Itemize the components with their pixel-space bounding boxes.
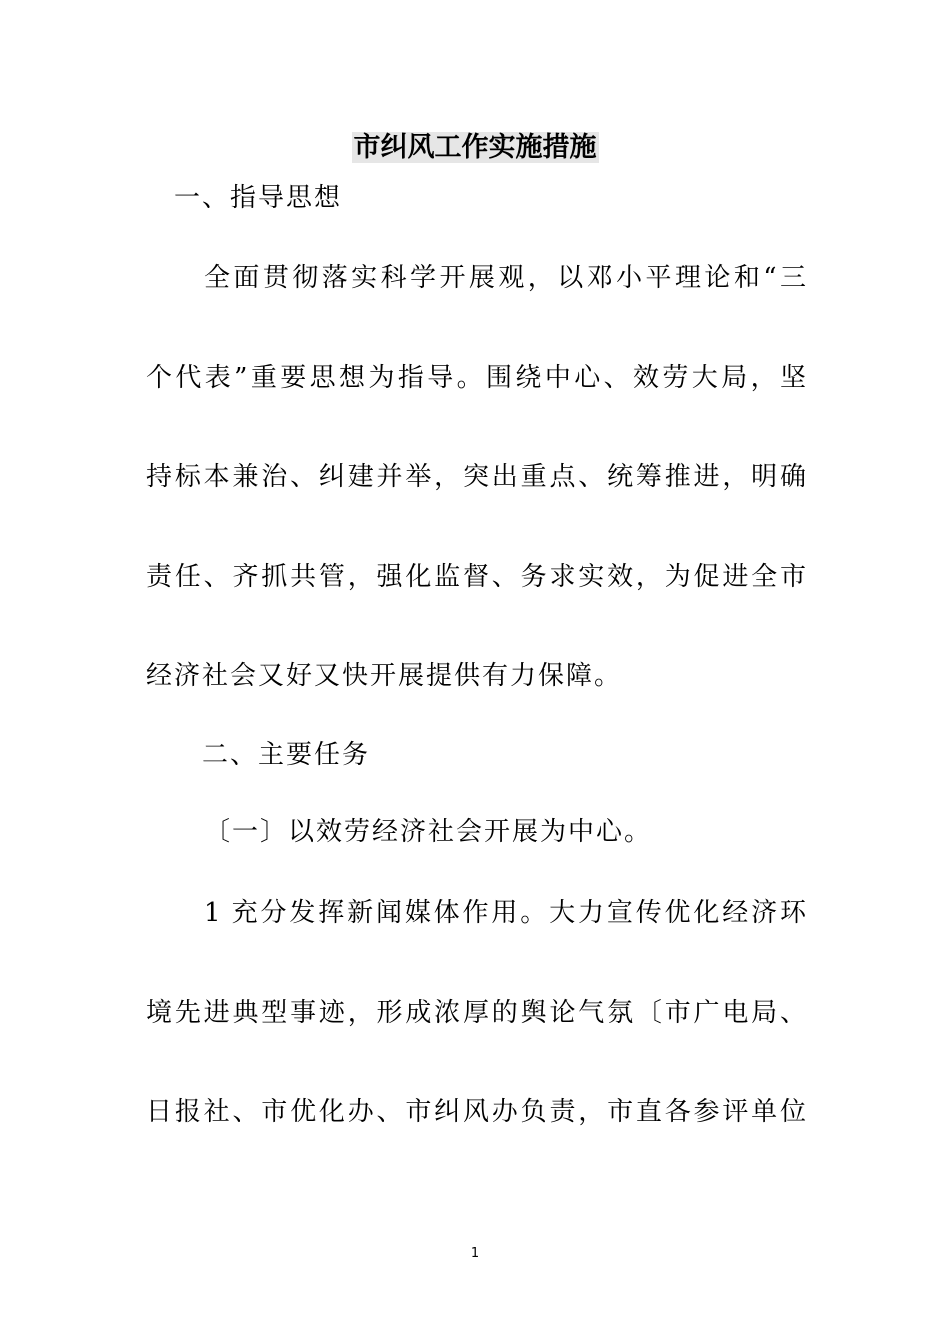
section-heading-main-tasks: 二、主要任务 (202, 740, 371, 770)
paragraph-line: 经济社会又好又快开展提供有力保障。 (146, 661, 623, 691)
paragraph-line: 1 充分发挥新闻媒体作用。大力宣传优化经济环 (204, 898, 806, 928)
subsection-heading: 〔一〕以效劳经济社会开展为中心。 (204, 817, 653, 847)
section-heading-guiding-thought: 一、指导思想 (174, 183, 343, 213)
paragraph-line: 个代表”重要思想为指导。围绕中心、效劳大局，坚 (146, 363, 806, 393)
paragraph-line: 日报社、市优化办、市纠风办负责，市直各参评单位 (146, 1097, 806, 1127)
document-title-text: 市纠风工作实施措施 (353, 132, 597, 163)
document-title (0, 128, 950, 168)
paragraph-line: 持标本兼治、纠建并举，突出重点、统筹推进，明确 (146, 462, 806, 492)
paragraph-line: 全面贯彻落实科学开展观，以邓小平理论和“三 (204, 263, 806, 293)
paragraph-line: 责任、齐抓共管，强化监督、务求实效，为促进全市 (146, 562, 806, 592)
page-number: 1 (470, 1246, 480, 1261)
paragraph-line: 境先进典型事迹，形成浓厚的舆论气氛〔市广电局、 (146, 998, 806, 1028)
